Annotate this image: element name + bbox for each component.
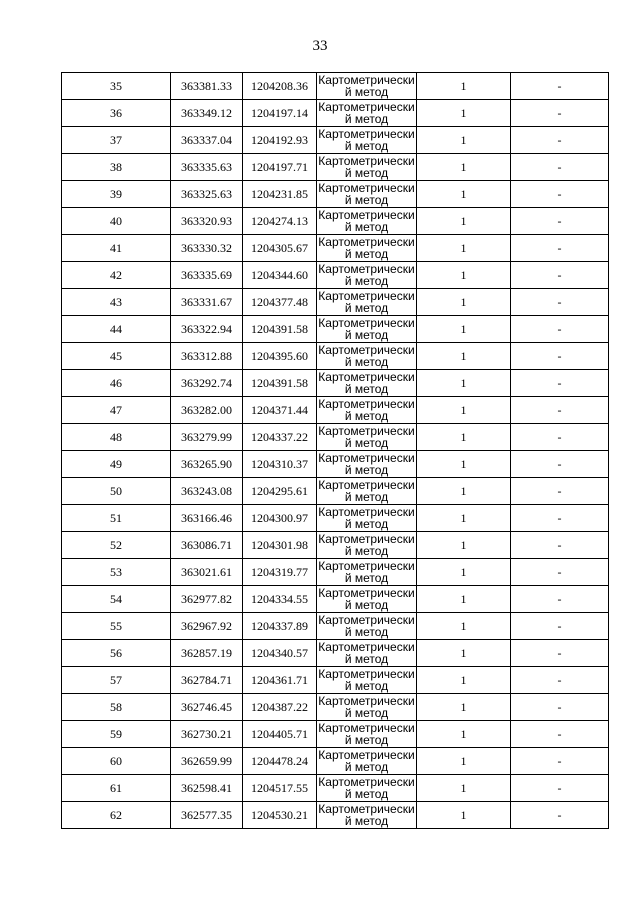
y-coordinate-cell: 1204478.24 xyxy=(243,748,317,775)
method-text-line2: й метод xyxy=(344,274,389,288)
y-coordinate-cell: 1204334.55 xyxy=(243,586,317,613)
method-text-line1: Картометрически xyxy=(318,316,415,330)
method-cell xyxy=(317,397,417,424)
point-number-cell: 53 xyxy=(62,559,171,586)
x-coordinate-cell: 363335.63 xyxy=(171,154,243,181)
method-text-line1: Картометрически xyxy=(318,262,415,276)
method-text-line1: Картометрически xyxy=(318,613,415,627)
table-row xyxy=(62,127,609,154)
table-row xyxy=(62,181,609,208)
x-coordinate-cell: 363325.63 xyxy=(171,181,243,208)
method-cell xyxy=(317,316,417,343)
method-text-line1: Картометрически xyxy=(318,154,415,168)
table-row xyxy=(62,505,609,532)
accuracy-cell: 1 xyxy=(417,208,511,235)
method-cell xyxy=(317,640,417,667)
table-row xyxy=(62,343,609,370)
method-text-line2: й метод xyxy=(344,787,389,801)
note-cell: - xyxy=(511,424,609,451)
note-cell: - xyxy=(511,532,609,559)
y-coordinate-cell: 1204197.71 xyxy=(243,154,317,181)
x-coordinate-cell: 363320.93 xyxy=(171,208,243,235)
note-cell: - xyxy=(511,100,609,127)
method-cell xyxy=(317,289,417,316)
x-coordinate-cell: 363381.33 xyxy=(171,73,243,100)
page-number: 33 xyxy=(312,38,328,54)
method-text-line2: й метод xyxy=(344,328,389,342)
y-coordinate-cell: 1204300.97 xyxy=(243,505,317,532)
method-text-line1: Картометрически xyxy=(318,586,415,600)
method-text-line2: й метод xyxy=(344,436,389,450)
table-row xyxy=(62,208,609,235)
method-cell xyxy=(317,100,417,127)
note-cell: - xyxy=(511,775,609,802)
point-number-cell: 54 xyxy=(62,586,171,613)
accuracy-cell: 1 xyxy=(417,289,511,316)
y-coordinate-cell: 1204274.13 xyxy=(243,208,317,235)
x-coordinate-cell: 363086.71 xyxy=(171,532,243,559)
method-text-line2: й метод xyxy=(344,139,389,153)
method-text-line1: Картометрически xyxy=(318,694,415,708)
method-text-line2: й метод xyxy=(344,112,389,126)
accuracy-cell: 1 xyxy=(417,127,511,154)
note-cell: - xyxy=(511,478,609,505)
x-coordinate-cell: 362746.45 xyxy=(171,694,243,721)
note-cell: - xyxy=(511,154,609,181)
x-coordinate-cell: 362577.35 xyxy=(171,802,243,829)
table-row xyxy=(62,424,609,451)
table-row xyxy=(62,559,609,586)
method-text-line1: Картометрически xyxy=(318,451,415,465)
method-cell xyxy=(317,802,417,829)
x-coordinate-cell: 363337.04 xyxy=(171,127,243,154)
note-cell: - xyxy=(511,235,609,262)
method-text-line1: Картометрически xyxy=(318,127,415,141)
method-text-line1: Картометрически xyxy=(318,181,415,195)
method-text-line1: Картометрически xyxy=(318,478,415,492)
accuracy-cell: 1 xyxy=(417,505,511,532)
note-cell: - xyxy=(511,343,609,370)
point-number-cell: 40 xyxy=(62,208,171,235)
method-text-line1: Картометрически xyxy=(318,532,415,546)
point-number-cell: 58 xyxy=(62,694,171,721)
method-text-line1: Картометрически xyxy=(318,235,415,249)
note-cell: - xyxy=(511,73,609,100)
method-cell xyxy=(317,208,417,235)
x-coordinate-cell: 363279.99 xyxy=(171,424,243,451)
point-number-cell: 55 xyxy=(62,613,171,640)
method-text-line2: й метод xyxy=(344,625,389,639)
table-row xyxy=(62,235,609,262)
method-cell xyxy=(317,532,417,559)
point-number-cell: 36 xyxy=(62,100,171,127)
note-cell: - xyxy=(511,694,609,721)
method-text-line2: й метод xyxy=(344,706,389,720)
table-row xyxy=(62,397,609,424)
x-coordinate-cell: 363330.32 xyxy=(171,235,243,262)
method-text-line1: Картометрически xyxy=(318,424,415,438)
table-row xyxy=(62,100,609,127)
y-coordinate-cell: 1204391.58 xyxy=(243,370,317,397)
y-coordinate-cell: 1204387.22 xyxy=(243,694,317,721)
method-text-line2: й метод xyxy=(344,571,389,585)
method-cell xyxy=(317,559,417,586)
method-text-line1: Картометрически xyxy=(318,343,415,357)
accuracy-cell: 1 xyxy=(417,397,511,424)
y-coordinate-cell: 1204295.61 xyxy=(243,478,317,505)
method-text-line2: й метод xyxy=(344,85,389,99)
method-text-line1: Картометрически xyxy=(318,802,415,816)
note-cell: - xyxy=(511,667,609,694)
y-coordinate-cell: 1204208.36 xyxy=(243,73,317,100)
y-coordinate-cell: 1204305.67 xyxy=(243,235,317,262)
point-number-cell: 47 xyxy=(62,397,171,424)
note-cell: - xyxy=(511,451,609,478)
method-text-line2: й метод xyxy=(344,814,389,828)
point-number-cell: 51 xyxy=(62,505,171,532)
y-coordinate-cell: 1204377.48 xyxy=(243,289,317,316)
method-cell xyxy=(317,127,417,154)
point-number-cell: 45 xyxy=(62,343,171,370)
method-text-line2: й метод xyxy=(344,733,389,747)
point-number-cell: 49 xyxy=(62,451,171,478)
accuracy-cell: 1 xyxy=(417,694,511,721)
table-row xyxy=(62,262,609,289)
accuracy-cell: 1 xyxy=(417,478,511,505)
point-number-cell: 38 xyxy=(62,154,171,181)
point-number-cell: 39 xyxy=(62,181,171,208)
y-coordinate-cell: 1204310.37 xyxy=(243,451,317,478)
method-cell xyxy=(317,721,417,748)
method-cell xyxy=(317,505,417,532)
x-coordinate-cell: 362967.92 xyxy=(171,613,243,640)
coordinates-table-body xyxy=(62,73,609,829)
x-coordinate-cell: 362598.41 xyxy=(171,775,243,802)
table-row xyxy=(62,316,609,343)
note-cell: - xyxy=(511,748,609,775)
table-row xyxy=(62,802,609,829)
y-coordinate-cell: 1204517.55 xyxy=(243,775,317,802)
accuracy-cell: 1 xyxy=(417,73,511,100)
point-number-cell: 37 xyxy=(62,127,171,154)
table-row xyxy=(62,586,609,613)
x-coordinate-cell: 363166.46 xyxy=(171,505,243,532)
method-cell xyxy=(317,370,417,397)
x-coordinate-cell: 363265.90 xyxy=(171,451,243,478)
method-text-line1: Картометрически xyxy=(318,100,415,114)
method-text-line1: Картометрически xyxy=(318,748,415,762)
note-cell: - xyxy=(511,370,609,397)
accuracy-cell: 1 xyxy=(417,559,511,586)
x-coordinate-cell: 363322.94 xyxy=(171,316,243,343)
point-number-cell: 52 xyxy=(62,532,171,559)
table-row xyxy=(62,154,609,181)
accuracy-cell: 1 xyxy=(417,613,511,640)
method-cell xyxy=(317,424,417,451)
method-text-line2: й метод xyxy=(344,166,389,180)
table-row xyxy=(62,451,609,478)
method-cell xyxy=(317,694,417,721)
x-coordinate-cell: 362857.19 xyxy=(171,640,243,667)
method-text-line1: Картометрически xyxy=(318,775,415,789)
accuracy-cell: 1 xyxy=(417,370,511,397)
note-cell: - xyxy=(511,613,609,640)
method-text-line2: й метод xyxy=(344,760,389,774)
x-coordinate-cell: 363312.88 xyxy=(171,343,243,370)
method-cell xyxy=(317,613,417,640)
y-coordinate-cell: 1204197.14 xyxy=(243,100,317,127)
accuracy-cell: 1 xyxy=(417,532,511,559)
method-cell xyxy=(317,478,417,505)
method-text-line1: Картометрически xyxy=(318,397,415,411)
x-coordinate-cell: 363349.12 xyxy=(171,100,243,127)
point-number-cell: 56 xyxy=(62,640,171,667)
x-coordinate-cell: 363292.74 xyxy=(171,370,243,397)
method-text-line2: й метод xyxy=(344,193,389,207)
method-cell xyxy=(317,262,417,289)
point-number-cell: 44 xyxy=(62,316,171,343)
note-cell: - xyxy=(511,559,609,586)
note-cell: - xyxy=(511,721,609,748)
table-row xyxy=(62,748,609,775)
note-cell: - xyxy=(511,586,609,613)
method-text-line1: Картометрически xyxy=(318,640,415,654)
accuracy-cell: 1 xyxy=(417,235,511,262)
y-coordinate-cell: 1204337.89 xyxy=(243,613,317,640)
method-text-line1: Картометрически xyxy=(318,289,415,303)
method-cell xyxy=(317,73,417,100)
method-text-line2: й метод xyxy=(344,355,389,369)
coordinates-table xyxy=(61,72,609,829)
method-cell xyxy=(317,235,417,262)
point-number-cell: 46 xyxy=(62,370,171,397)
note-cell: - xyxy=(511,289,609,316)
y-coordinate-cell: 1204371.44 xyxy=(243,397,317,424)
method-text-line2: й метод xyxy=(344,679,389,693)
method-cell xyxy=(317,343,417,370)
note-cell: - xyxy=(511,208,609,235)
y-coordinate-cell: 1204405.71 xyxy=(243,721,317,748)
method-text-line2: й метод xyxy=(344,463,389,477)
accuracy-cell: 1 xyxy=(417,100,511,127)
method-text-line2: й метод xyxy=(344,247,389,261)
accuracy-cell: 1 xyxy=(417,748,511,775)
accuracy-cell: 1 xyxy=(417,775,511,802)
x-coordinate-cell: 363331.67 xyxy=(171,289,243,316)
method-text-line1: Картометрически xyxy=(318,721,415,735)
accuracy-cell: 1 xyxy=(417,343,511,370)
method-text-line1: Картометрически xyxy=(318,505,415,519)
accuracy-cell: 1 xyxy=(417,667,511,694)
y-coordinate-cell: 1204337.22 xyxy=(243,424,317,451)
table-row xyxy=(62,694,609,721)
method-text-line2: й метод xyxy=(344,301,389,315)
method-text-line1: Картометрически xyxy=(318,559,415,573)
accuracy-cell: 1 xyxy=(417,154,511,181)
y-coordinate-cell: 1204361.71 xyxy=(243,667,317,694)
point-number-cell: 48 xyxy=(62,424,171,451)
note-cell: - xyxy=(511,640,609,667)
method-cell xyxy=(317,748,417,775)
method-text-line1: Картометрически xyxy=(318,208,415,222)
note-cell: - xyxy=(511,505,609,532)
note-cell: - xyxy=(511,802,609,829)
table-row xyxy=(62,73,609,100)
note-cell: - xyxy=(511,181,609,208)
table-row xyxy=(62,289,609,316)
x-coordinate-cell: 363282.00 xyxy=(171,397,243,424)
method-text-line1: Картометрически xyxy=(318,370,415,384)
x-coordinate-cell: 363335.69 xyxy=(171,262,243,289)
accuracy-cell: 1 xyxy=(417,181,511,208)
y-coordinate-cell: 1204231.85 xyxy=(243,181,317,208)
method-text-line2: й метод xyxy=(344,490,389,504)
method-cell xyxy=(317,181,417,208)
point-number-cell: 35 xyxy=(62,73,171,100)
y-coordinate-cell: 1204395.60 xyxy=(243,343,317,370)
x-coordinate-cell: 363021.61 xyxy=(171,559,243,586)
y-coordinate-cell: 1204192.93 xyxy=(243,127,317,154)
x-coordinate-cell: 362977.82 xyxy=(171,586,243,613)
table-row xyxy=(62,775,609,802)
accuracy-cell: 1 xyxy=(417,721,511,748)
method-text-line1: Картометрически xyxy=(318,73,415,87)
accuracy-cell: 1 xyxy=(417,451,511,478)
method-text-line2: й метод xyxy=(344,409,389,423)
table-row xyxy=(62,532,609,559)
point-number-cell: 59 xyxy=(62,721,171,748)
method-cell xyxy=(317,775,417,802)
table-row xyxy=(62,640,609,667)
method-cell xyxy=(317,667,417,694)
method-text-line2: й метод xyxy=(344,544,389,558)
method-text-line2: й метод xyxy=(344,517,389,531)
x-coordinate-cell: 362659.99 xyxy=(171,748,243,775)
y-coordinate-cell: 1204344.60 xyxy=(243,262,317,289)
method-text-line1: Картометрически xyxy=(318,667,415,681)
accuracy-cell: 1 xyxy=(417,640,511,667)
x-coordinate-cell: 362784.71 xyxy=(171,667,243,694)
x-coordinate-cell: 362730.21 xyxy=(171,721,243,748)
accuracy-cell: 1 xyxy=(417,802,511,829)
table-row xyxy=(62,370,609,397)
y-coordinate-cell: 1204301.98 xyxy=(243,532,317,559)
note-cell: - xyxy=(511,316,609,343)
method-text-line2: й метод xyxy=(344,652,389,666)
method-text-line2: й метод xyxy=(344,382,389,396)
accuracy-cell: 1 xyxy=(417,262,511,289)
y-coordinate-cell: 1204530.21 xyxy=(243,802,317,829)
x-coordinate-cell: 363243.08 xyxy=(171,478,243,505)
accuracy-cell: 1 xyxy=(417,424,511,451)
method-cell xyxy=(317,154,417,181)
table-row xyxy=(62,613,609,640)
point-number-cell: 50 xyxy=(62,478,171,505)
y-coordinate-cell: 1204319.77 xyxy=(243,559,317,586)
note-cell: - xyxy=(511,262,609,289)
table-row xyxy=(62,667,609,694)
y-coordinate-cell: 1204391.58 xyxy=(243,316,317,343)
table-row xyxy=(62,478,609,505)
point-number-cell: 57 xyxy=(62,667,171,694)
point-number-cell: 61 xyxy=(62,775,171,802)
accuracy-cell: 1 xyxy=(417,586,511,613)
method-cell xyxy=(317,586,417,613)
note-cell: - xyxy=(511,127,609,154)
y-coordinate-cell: 1204340.57 xyxy=(243,640,317,667)
table-row xyxy=(62,721,609,748)
point-number-cell: 41 xyxy=(62,235,171,262)
point-number-cell: 60 xyxy=(62,748,171,775)
accuracy-cell: 1 xyxy=(417,316,511,343)
point-number-cell: 62 xyxy=(62,802,171,829)
method-text-line2: й метод xyxy=(344,220,389,234)
method-text-line2: й метод xyxy=(344,598,389,612)
point-number-cell: 42 xyxy=(62,262,171,289)
point-number-cell: 43 xyxy=(62,289,171,316)
note-cell: - xyxy=(511,397,609,424)
method-cell xyxy=(317,451,417,478)
